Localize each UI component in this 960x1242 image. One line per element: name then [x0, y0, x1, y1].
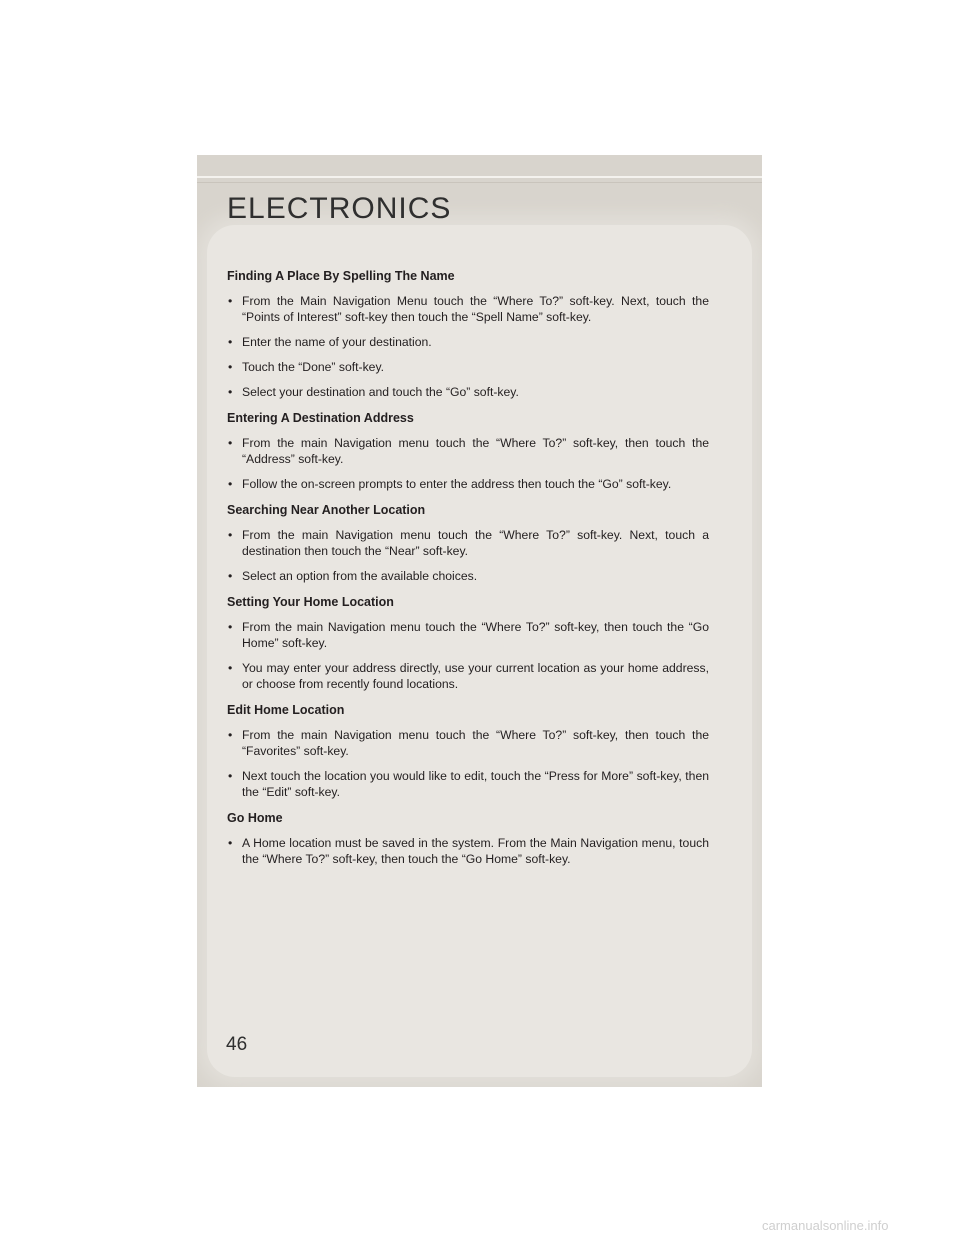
bullet-list	[227, 619, 709, 692]
bullet-item: • Enter the name of your destination.	[227, 334, 709, 350]
section-edit-home-location	[227, 702, 709, 800]
bullet-item: • Select your destination and touch the “Go” soft-key.	[227, 384, 709, 400]
header-rule-light	[197, 176, 762, 178]
section-finding-place	[227, 268, 709, 400]
bullet-item: • From the main Navigation menu touch the “Where To?” soft-key, then touch the “Favorites” soft-key.	[227, 727, 709, 759]
bullet-item: • From the main Navigation menu touch the “Where To?” soft-key, then touch the “Go Home” soft-key.	[227, 619, 709, 651]
header-rule-dark	[197, 182, 762, 183]
section-heading: Edit Home Location	[227, 703, 345, 717]
bullet-list	[227, 727, 709, 800]
page-body	[227, 268, 709, 877]
bullet-item: • From the main Navigation menu touch the “Where To?” soft-key. Next, touch a destination then touch the “Near” soft-key.	[227, 527, 709, 559]
bullet-list	[227, 293, 709, 400]
section-heading: Searching Near Another Location	[227, 503, 426, 517]
section-title: ELECTRONICS	[227, 192, 452, 225]
watermark: carmanualsonline.info	[762, 1218, 889, 1233]
section-near-another-location	[227, 502, 709, 584]
bullet-item: • A Home location must be saved in the system. From the Main Navigation menu, touch the “Where To?” soft-key, then touch the “Go Home” soft-key.	[227, 835, 709, 867]
section-heading: Setting Your Home Location	[227, 595, 394, 609]
section-home-location	[227, 594, 709, 692]
section-heading: Entering A Destination Address	[227, 411, 414, 425]
bullet-item: • Next touch the location you would like to edit, touch the “Press for More” soft-key, then the “Edit” soft-key.	[227, 768, 709, 800]
section-heading: Finding A Place By Spelling The Name	[227, 269, 455, 283]
section-heading: Go Home	[227, 811, 283, 825]
section-destination-address	[227, 410, 709, 492]
bullet-item: • Select an option from the available choices.	[227, 568, 709, 584]
bullet-item: • From the main Navigation menu touch the “Where To?” soft-key, then touch the “Address” soft-key.	[227, 435, 709, 467]
bullet-list	[227, 435, 709, 492]
bullet-item: • Follow the on-screen prompts to enter the address then touch the “Go” soft-key.	[227, 476, 709, 492]
bullet-item: • You may enter your address directly, use your current location as your home address, or choose from recently found locations.	[227, 660, 709, 692]
bullet-list	[227, 835, 709, 867]
bullet-item: • From the Main Navigation Menu touch the “Where To?” soft-key. Next, touch the “Points of Interest” soft-key then touch the “Spell Name” soft-key.	[227, 293, 709, 325]
page-number: 46	[226, 1034, 248, 1055]
bullet-item: • Touch the “Done” soft-key.	[227, 359, 709, 375]
bullet-list	[227, 527, 709, 584]
section-go-home	[227, 810, 709, 867]
